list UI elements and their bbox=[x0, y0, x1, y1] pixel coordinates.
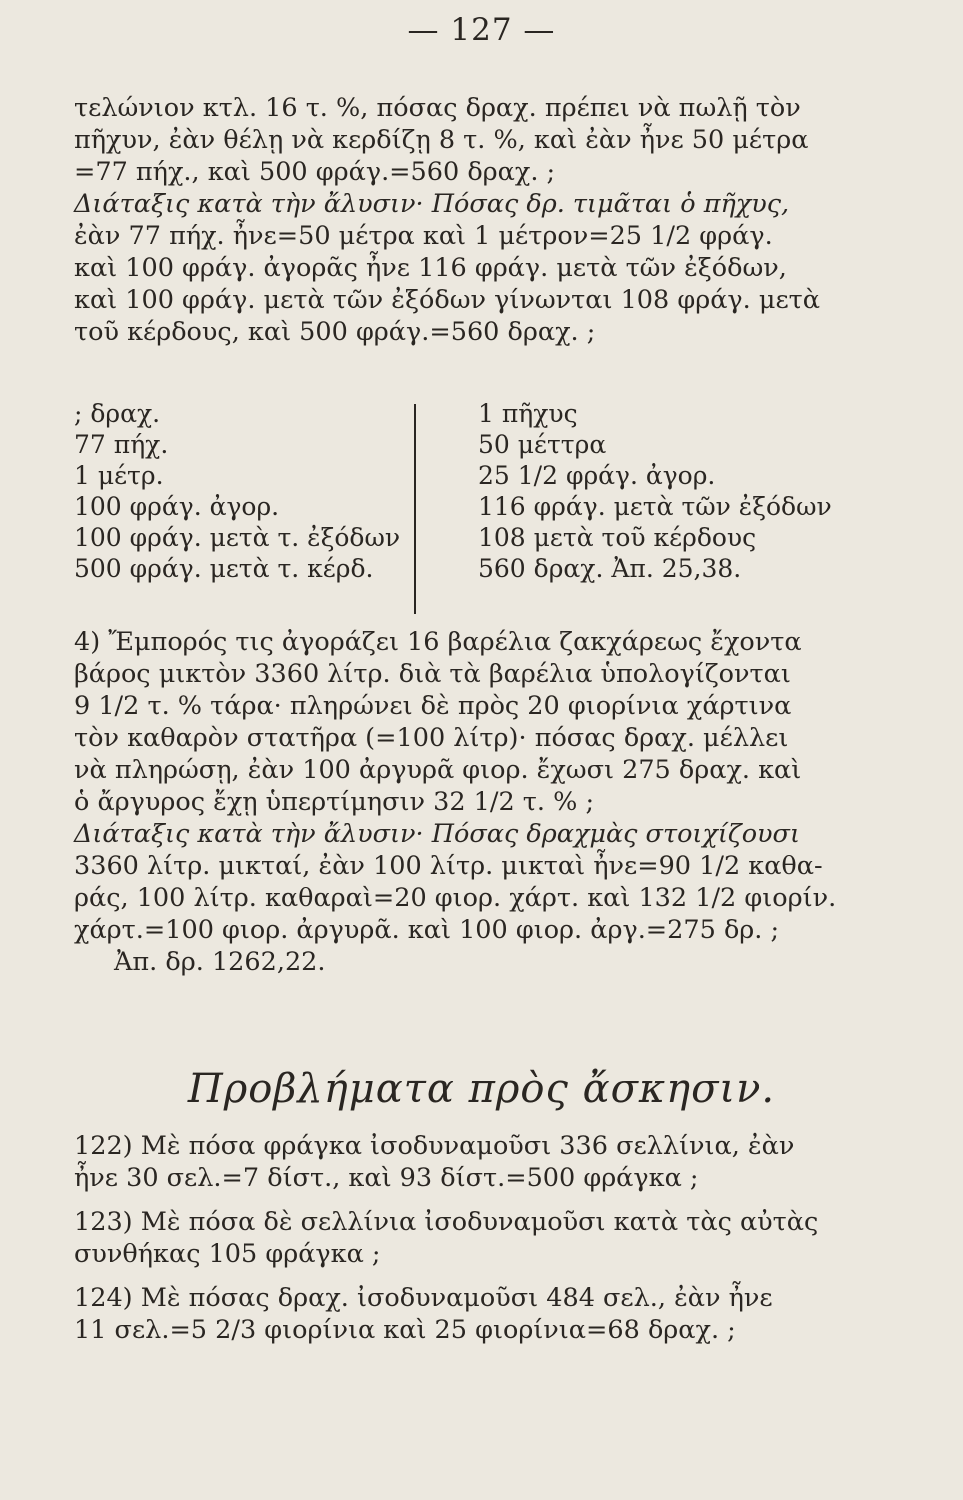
chain-table-cell: 77 πήχ. bbox=[74, 430, 169, 459]
section-title: Προβλήματα πρὸς ἄσκησιν. bbox=[187, 1066, 776, 1112]
exercise-line: ἦνε 30 σελ.=7 δίστ., καὶ 93 δίστ.=500 φράγκα ; bbox=[74, 1163, 699, 1193]
text-line: νὰ πληρώσῃ, ἐὰν 100 ἀργυρᾶ φιορ. ἔχωσι 275 δραχ. καὶ bbox=[74, 755, 802, 785]
chain-table-cell: 100 φράγ. μετὰ τ. ἐξόδων bbox=[74, 523, 401, 552]
chain-table-divider bbox=[414, 404, 416, 614]
chain-table-cell: 108 μετὰ τοῦ κέρδους bbox=[478, 523, 757, 552]
text-line: πῆχυν, ἐὰν θέλῃ νὰ κερδίζῃ 8 τ. %, καὶ ἐὰν ἦνε 50 μέτρα bbox=[74, 125, 809, 155]
chain-table-cell: 50 μέττρα bbox=[478, 430, 607, 459]
text-line: καὶ 100 φράγ. ἀγορᾶς ἦνε 116 φράγ. μετὰ τῶν ἐξόδων, bbox=[74, 253, 787, 283]
text-line: 9 1/2 τ. % τάρα· πληρώνει δὲ πρὸς 20 φιορίνια χάρτινα bbox=[74, 691, 792, 721]
chain-table-cell: 560 δραχ. Ἀπ. 25,38. bbox=[478, 554, 742, 583]
top-text-block bbox=[74, 92, 834, 348]
chain-table-cell: 100 φράγ. ἀγορ. bbox=[74, 492, 280, 521]
chain-table-cell: 500 φράγ. μετὰ τ. κέρδ. bbox=[74, 554, 374, 583]
chain-table-right-column bbox=[478, 398, 858, 584]
text-line: τελώνιον κτλ. 16 τ. %, πόσας δραχ. πρέπει νὰ πωλῇ τὸν bbox=[74, 93, 801, 123]
text-line: Διάταξις κατὰ τὴν ἄλυσιν· Πόσας δρ. τιμᾶται ὁ πῆχυς, bbox=[74, 189, 790, 219]
chain-rule-table bbox=[74, 398, 834, 620]
text-line: χάρτ.=100 φιορ. ἀργυρᾶ. καὶ 100 φιορ. ἀργ.=275 δρ. ; bbox=[74, 915, 780, 945]
chain-table-cell: 25 1/2 φράγ. ἀγορ. bbox=[478, 461, 716, 490]
text-line: ράς, 100 λίτρ. καθαραὶ=20 φιορ. χάρτ. καὶ 132 1/2 φιορίν. bbox=[74, 883, 837, 913]
text-line: =77 πήχ., καὶ 500 φράγ.=560 δραχ. ; bbox=[74, 157, 556, 187]
chain-table-cell: 1 μέτρ. bbox=[74, 461, 164, 490]
text-line: τὸν καθαρὸν στατῆρα (=100 λίτρ)· πόσας δραχ. μέλλει bbox=[74, 723, 789, 753]
text-line: 3360 λίτρ. μικταί, ἐὰν 100 λίτρ. μικταὶ ἦνε=90 1/2 καθα- bbox=[74, 851, 823, 881]
chain-table-cell: 116 φράγ. μετὰ τῶν ἐξόδων bbox=[478, 492, 832, 521]
text-line: βάρος μικτὸν 3360 λίτρ. διὰ τὰ βαρέλια ὑπολογίζονται bbox=[74, 659, 791, 689]
text-line: 4) Ἔμπορός τις ἀγοράζει 16 βαρέλια ζακχάρεως ἔχοντα bbox=[74, 627, 802, 657]
chain-table-left-column bbox=[74, 398, 414, 584]
exercise-line: 11 σελ.=5 2/3 φιορίνια καὶ 25 φιορίνια=68 δραχ. ; bbox=[74, 1315, 736, 1345]
problem-4-block bbox=[74, 626, 837, 978]
text-line: Διάταξις κατὰ τὴν ἄλυσιν· Πόσας δραχμὰς στοιχίζουσι bbox=[74, 819, 800, 849]
exercise-line: 122) Μὲ πόσα φράγκα ἰσοδυναμοῦσι 336 σελλίνια, ἐὰν bbox=[74, 1131, 795, 1161]
page-number: — 127 — bbox=[407, 12, 556, 48]
exercise-line: συνθήκας 105 φράγκα ; bbox=[74, 1239, 381, 1269]
answer-line: Ἀπ. δρ. 1262,22. bbox=[114, 947, 326, 977]
text-line: ὁ ἄργυρος ἔχῃ ὑπερτίμησιν 32 1/2 τ. % ; bbox=[74, 787, 595, 817]
exercise-line: 123) Μὲ πόσα δὲ σελλίνια ἰσοδυναμοῦσι κατὰ τὰς αὐτὰς bbox=[74, 1207, 819, 1237]
text-line: καὶ 100 φράγ. μετὰ τῶν ἐξόδων γίνωνται 108 φράγ. μετὰ bbox=[74, 285, 820, 315]
exercises-block bbox=[74, 1130, 834, 1346]
chain-table-cell: ; δραχ. bbox=[74, 399, 161, 428]
text-line: ἐὰν 77 πήχ. ἦνε=50 μέτρα καὶ 1 μέτρον=25 1/2 φράγ. bbox=[74, 221, 773, 251]
text-line: τοῦ κέρδους, καὶ 500 φράγ.=560 δραχ. ; bbox=[74, 317, 596, 347]
exercise-line: 124) Μὲ πόσας δραχ. ἰσοδυναμοῦσι 484 σελ., ἐὰν ἦνε bbox=[74, 1283, 773, 1313]
chain-table-cell: 1 πῆχυς bbox=[478, 399, 578, 428]
